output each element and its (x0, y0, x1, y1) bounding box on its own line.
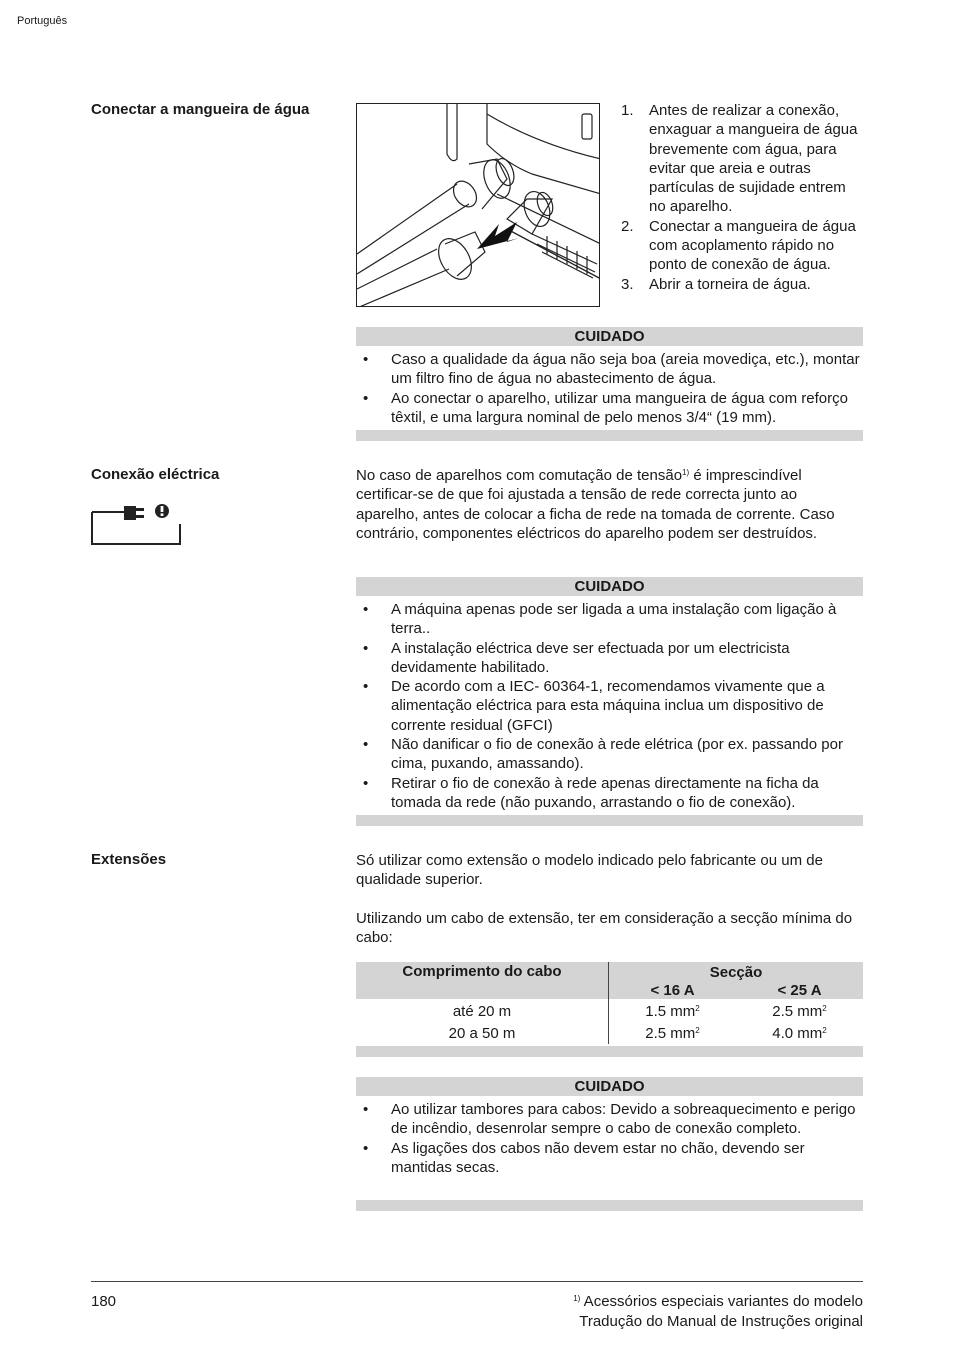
extension-paragraph-2: Utilizando um cabo de extensão, ter em consideração a secção mínima do cabo: (356, 910, 853, 947)
caution-item (356, 774, 863, 813)
hose-connection-illustration (356, 103, 600, 307)
caution-box-footer (356, 1200, 863, 1211)
hose-connection-drawing (357, 104, 600, 307)
section-title-extensions: Extensões (91, 851, 167, 868)
caution-box-footer (356, 430, 863, 441)
table-cell-length: 20 a 50 m (448, 1025, 516, 1042)
plug-warning-icon (90, 502, 184, 552)
caution-box-footer (356, 815, 863, 826)
step-number: 3. (621, 275, 634, 293)
caution-list-electrical (356, 600, 863, 812)
caution-list-extensions (356, 1100, 863, 1177)
step-text: Conectar a mangueira de água com acoplamento rápido no ponto de conexão de água. (649, 217, 856, 274)
step-item (621, 217, 863, 275)
unit-exponent: 2 (695, 1004, 700, 1013)
caution-text: De acordo com a IEC- 60364-1, recomendamos vivamente que a alimentação eléctrica para esta máquina inclua um dispositivo de corrente residual (GFCI) (391, 678, 825, 734)
section-title-electrical: Conexão eléctrica (91, 466, 220, 483)
bullet: • (363, 678, 369, 696)
caution-text: A instalação eléctrica deve ser efectuada por um electricista devidamente habilitado. (391, 639, 790, 676)
caution-item (356, 389, 863, 428)
unit-exponent: 2 (822, 1026, 827, 1035)
table-cell-16a (609, 1024, 736, 1043)
page-number: 180 (91, 1293, 117, 1310)
caution-item (356, 735, 863, 774)
caution-item (356, 1139, 863, 1178)
caution-text: Ao conectar o aparelho, utilizar uma mangueira de água com reforço têxtil, e uma largura nominal de pelo menos 3/4“ (19 mm). (391, 389, 848, 426)
step-number: 2. (621, 217, 634, 235)
bullet: • (363, 1139, 369, 1157)
footnote-marker: 1) (682, 468, 690, 477)
value: 1.5 (645, 1003, 667, 1020)
step-number: 1. (621, 102, 634, 119)
unit: mm (670, 1025, 696, 1042)
caution-item (356, 1100, 863, 1139)
subheader-16a: < 16 A (650, 982, 695, 999)
extension-paragraph-1: Só utilizar como extensão o modelo indicado pelo fabricante ou um de qualidade superior. (356, 852, 823, 889)
bullet: • (363, 389, 369, 407)
footnote (573, 1292, 863, 1312)
bullet: • (363, 1101, 369, 1118)
caution-item (356, 677, 863, 735)
column-header-length: Comprimento do cabo (402, 963, 562, 980)
footer-rule (91, 1281, 863, 1282)
language-label: Português (17, 15, 68, 27)
step-item (621, 275, 863, 294)
footnote-marker: 1) (573, 1294, 581, 1303)
electrical-text: No caso de aparelhos com comutação de tensão (356, 467, 683, 484)
unit-exponent: 2 (695, 1026, 700, 1035)
unit: mm (797, 1025, 823, 1042)
column-header-section: Secção (709, 964, 763, 981)
step-text: Abrir a torneira de água. (649, 275, 811, 293)
table-cell-length: até 20 m (452, 1003, 512, 1020)
unit: mm (670, 1003, 696, 1020)
unit-exponent: 2 (822, 1004, 827, 1013)
caution-heading: CUIDADO (356, 1077, 863, 1096)
footnote-text: Acessórios especiais variantes do modelo (580, 1293, 863, 1310)
value: 2.5 (645, 1025, 667, 1042)
table-cell-16a (609, 1002, 736, 1021)
subheader-25a: < 25 A (777, 982, 822, 999)
caution-heading: CUIDADO (356, 577, 863, 596)
caution-text: As ligações dos cabos não devem estar no chão, devendo ser mantidas secas. (391, 1139, 805, 1176)
value: 4.0 (772, 1025, 794, 1042)
table-cell-25a (736, 1024, 863, 1043)
bullet: • (363, 639, 369, 657)
value: 2.5 (772, 1003, 794, 1020)
caution-list-water (356, 350, 863, 427)
water-hose-steps (621, 101, 863, 294)
caution-heading: CUIDADO (356, 327, 863, 346)
electrical-paragraph (356, 466, 863, 543)
table-cell-25a (736, 1002, 863, 1021)
caution-text: Caso a qualidade da água não seja boa (areia movediça, etc.), montar um filtro fino de água no abastecimento de água. (391, 351, 860, 388)
bullet: • (363, 736, 369, 754)
caution-item (356, 600, 863, 639)
bullet: • (363, 774, 369, 792)
caution-text: Retirar o fio de conexão à rede apenas directamente na ficha da tomada da rede (não puxando, arrastando o fio de conexão). (391, 774, 819, 811)
caution-text: Ao utilizar tambores para cabos: Devido a sobreaquecimento e perigo de incêndio, desenrolar sempre o cabo de conexão completo. (391, 1101, 856, 1138)
section-title-water-hose: Conectar a mangueira de água (91, 101, 310, 118)
caution-item (356, 639, 863, 678)
step-item (621, 101, 863, 217)
caution-text: A máquina apenas pode ser ligada a uma instalação com ligação à terra.. (391, 601, 837, 638)
step-text: Antes de realizar a conexão, enxaguar a mangueira de água brevemente com água, para evitar que areia e outras partículas de sujidade entrem no aparelho. (649, 102, 858, 216)
bullet: • (363, 601, 369, 618)
bullet: • (363, 351, 369, 368)
caution-item (356, 350, 863, 389)
translation-note: Tradução do Manual de Instruções original (579, 1313, 863, 1330)
caution-text: Não danificar o fio de conexão à rede elétrica (por ex. passando por cima, puxando, amassando). (391, 736, 843, 773)
electrical-text-continued: é imprescindível certificar-se de que foi ajustada a tensão de rede correcta junto ao aparelho, antes de colocar a ficha de rede na tomada de corrente. Caso contrário, componentes eléctricos do aparelho podem ser destruídos. (356, 467, 835, 542)
cable-table-footer (356, 1046, 863, 1057)
unit: mm (797, 1003, 823, 1020)
